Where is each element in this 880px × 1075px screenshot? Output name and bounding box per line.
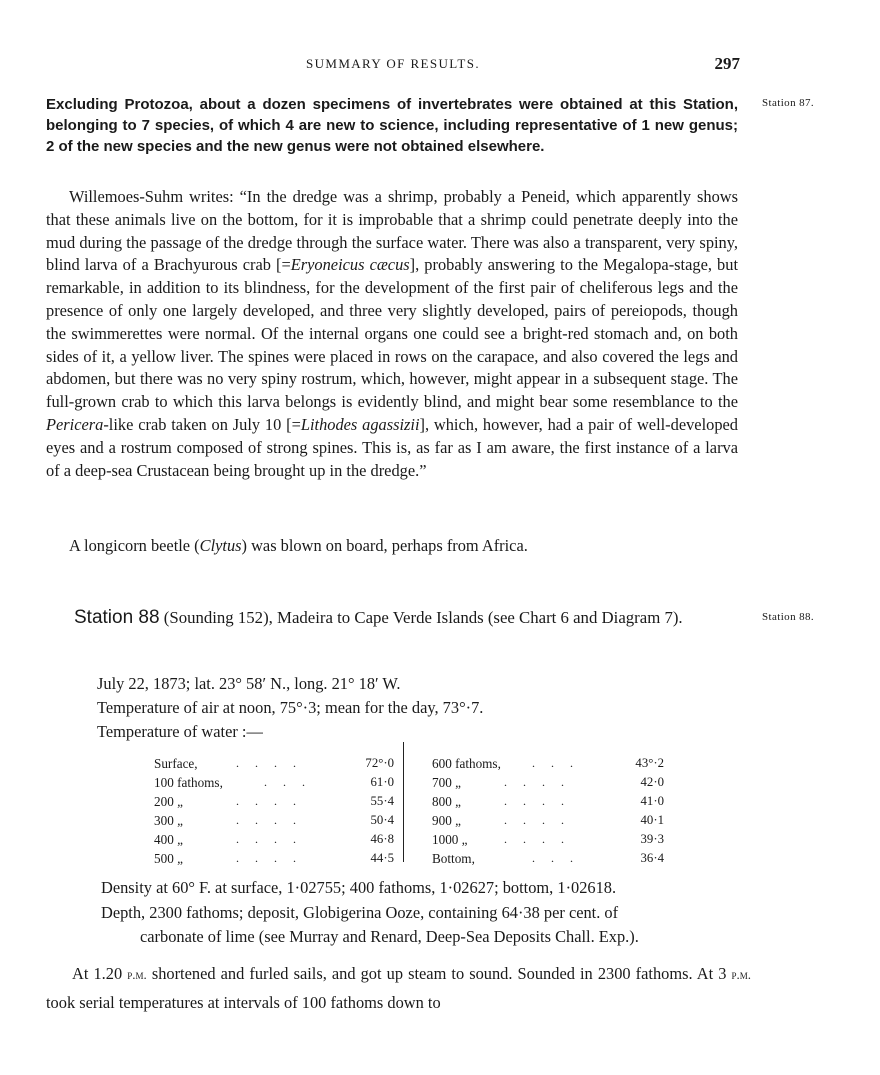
- date-position: July 22, 1873; lat. 23° 58′ N., long. 21° 18′ W.: [97, 674, 401, 693]
- final-text-3: took serial temperatures at intervals of 100 fathoms down to: [46, 993, 441, 1012]
- temperature-value: 41·0: [640, 794, 664, 808]
- depth-label: 500 „: [154, 851, 183, 866]
- dot-leader: ....: [236, 813, 312, 827]
- depth-label: 600 fathoms,: [432, 756, 501, 771]
- station-label: Station 88: [74, 607, 160, 628]
- table-row: [154, 775, 394, 794]
- temperature-value: 44·5: [370, 851, 394, 865]
- genus-pericera: Pericera: [46, 414, 104, 434]
- time-pm-1: p.m.: [127, 967, 147, 982]
- dot-leader: ....: [236, 794, 312, 808]
- temperature-value: 42·0: [640, 775, 664, 789]
- table-row: [432, 756, 664, 775]
- dot-leader: ...: [264, 775, 321, 789]
- depth-label: 300 „: [154, 813, 183, 828]
- sounding-narrative: [46, 960, 751, 1017]
- temperature-value: 46·8: [370, 832, 394, 846]
- quote-text-4: ], which, however, had a pair of well-developed eyes and a rostrum composed of strong spines. This is, as far as I am aware, the first instance of a larva of a deep-sea Crustacean being brought up in the dredge.”: [46, 414, 738, 480]
- time-pm-2: p.m.: [731, 967, 751, 982]
- depth-label: Surface,: [154, 756, 198, 771]
- water-temperature-table: [150, 756, 676, 868]
- temperature-value: 72°·0: [365, 756, 394, 770]
- water-table-left-column: [154, 756, 394, 870]
- density-line: Density at 60° F. at surface, 1·02755; 400 fathoms, 1·02627; bottom, 1·02618.: [101, 878, 617, 897]
- page-header: [46, 54, 740, 74]
- water-temperature-heading: Temperature of water :—: [97, 722, 263, 741]
- dot-leader: ....: [236, 851, 312, 865]
- beetle-text-before: A longicorn beetle (: [69, 536, 200, 555]
- temperature-value: 36·4: [640, 851, 664, 865]
- beetle-text-after: ) was blown on board, perhaps from Africa.: [241, 536, 528, 555]
- depth-label: 400 „: [154, 832, 183, 847]
- temperature-value: 50·4: [370, 813, 394, 827]
- temperature-value: 40·1: [640, 813, 664, 827]
- table-row: [154, 851, 394, 870]
- air-temperature: Temperature of air at noon, 75°·3; mean for the day, 73°·7.: [97, 698, 484, 717]
- dot-leader: ...: [532, 756, 589, 770]
- species-lithodes: Lithodes agassizii: [300, 414, 420, 434]
- table-divider: [403, 742, 404, 862]
- dot-leader: ....: [504, 794, 580, 808]
- table-row: [432, 851, 664, 870]
- table-row: [154, 832, 394, 851]
- genus-clytus: Clytus: [199, 536, 242, 555]
- depth-label: 100 fathoms,: [154, 775, 223, 790]
- final-text-1: At 1.20: [72, 964, 128, 983]
- station-87-summary: Excluding Protozoa, about a dozen specimens of invertebrates were obtained at this Station, belonging to 7 species, of which 4 are new to science, including representative of 1 new genus; 2 of the new species and the new genus were not obtained elsewhere.: [46, 96, 738, 155]
- temperature-value: 61·0: [370, 775, 394, 789]
- table-row: [432, 794, 664, 813]
- dot-leader: ....: [236, 832, 312, 846]
- species-eryoneicus: Eryoneicus cæcus: [290, 255, 410, 275]
- willemoes-suhm-quote: [46, 186, 738, 482]
- quote-text-2: ], probably answering to the Megalopa-stage, but remarkable, in addition to its blindness, for the development of the first pair of cheliferous legs and the presence of only one largely developed, and three very slightly developed, pairs of pereiopods, though the swimmerettes were normal. Of the internal organs one could see a bright-red stomach and, on both sides of it, a yellow liver. The spines were placed in rows on the carapace, and also covered the legs and abdomen, but there was no very spiny rostrum, which, however, might appear in a subsequent stage. The full-grown crab to which this larva belongs is evidently blind, and might bear some resemblance to the: [46, 255, 739, 412]
- dot-leader: ....: [504, 832, 580, 846]
- water-table-right-column: [432, 756, 664, 870]
- margin-note-station-88: Station 88.: [762, 611, 815, 623]
- depth-deposit: [101, 901, 751, 949]
- table-row: [154, 813, 394, 832]
- deposit-line-2: carbonate of lime (see Murray and Renard, Deep-Sea Deposits Chall. Exp.).: [140, 927, 639, 946]
- dot-leader: ...: [532, 851, 589, 865]
- final-text-2: shortened and furled sails, and got up steam to sound. Sounded in 2300 fathoms. At 3: [146, 964, 732, 983]
- running-title: SUMMARY OF RESULTS.: [305, 56, 481, 71]
- station-description: (Sounding 152), Madeira to Cape Verde Islands (see Chart 6 and Diagram 7).: [159, 608, 683, 627]
- table-row: [432, 775, 664, 794]
- quote-text-1: Willemoes-Suhm writes: “In the dredge was a shrimp, probably a Peneid, which apparently shows that these animals live on the bottom, for it is improbable that a shrimp could penetrate deeply into the mud during the passage of the dredge through the surface water. There was also a transparent, very spiny, blind larva of a Brachyurous crab [=: [46, 187, 738, 275]
- depth-label: 1000 „: [432, 832, 468, 847]
- table-row: [432, 813, 664, 832]
- margin-note-station-87: Station 87.: [762, 97, 815, 109]
- deposit-line-1: Depth, 2300 fathoms; deposit, Globigerina Ooze, containing 64·38 per cent. of: [101, 903, 619, 922]
- dot-leader: ....: [504, 813, 580, 827]
- temperature-value: 43°·2: [635, 756, 664, 770]
- beetle-note: [69, 535, 739, 557]
- dot-leader: ....: [236, 756, 312, 770]
- depth-label: 900 „: [432, 813, 461, 828]
- table-row: [432, 832, 664, 851]
- temperature-value: 55·4: [370, 794, 394, 808]
- depth-label: 800 „: [432, 794, 461, 809]
- temperature-value: 39·3: [640, 832, 664, 846]
- depth-label: 700 „: [432, 775, 461, 790]
- dot-leader: ....: [504, 775, 580, 789]
- depth-label: Bottom,: [432, 851, 475, 866]
- table-row: [154, 756, 394, 775]
- station-88-heading: [46, 606, 746, 630]
- depth-label: 200 „: [154, 794, 183, 809]
- quote-text-3: -like crab taken on July 10 [=: [103, 414, 301, 434]
- table-row: [154, 794, 394, 813]
- page-number: 297: [714, 54, 740, 73]
